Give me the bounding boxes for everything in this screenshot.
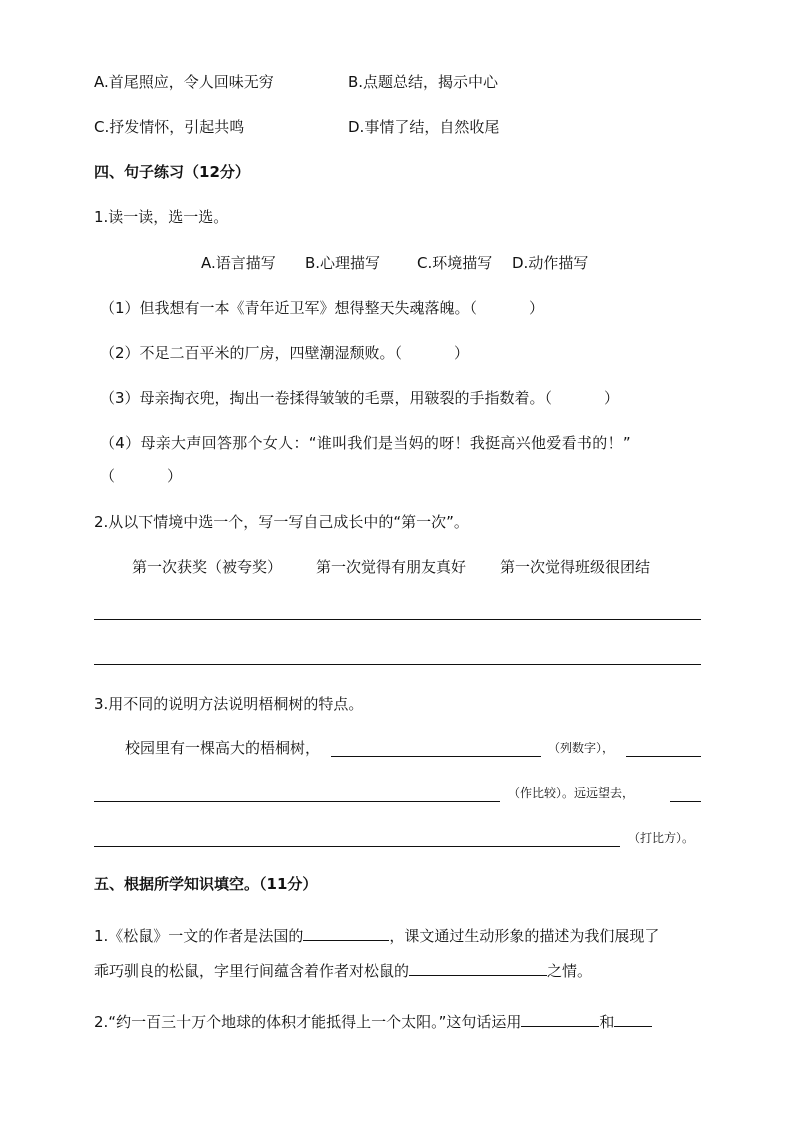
blank-numbers-cont[interactable] (626, 756, 701, 757)
q1-option-d: D.动作描写 (512, 254, 589, 272)
section4-title: 四、句子练习（12分） (94, 163, 250, 181)
s5-q1-text-d: 之情。 (547, 962, 593, 980)
q3-prompt: 3.用不同的说明方法说明梧桐树的特点。 (94, 695, 364, 713)
blank-comparison[interactable] (94, 801, 500, 802)
q1-item-3-paren: ） (604, 389, 620, 407)
q1-item-1-paren: ） (529, 299, 545, 317)
s5-q1-line1 (94, 924, 659, 946)
s5-q2-text-b: 和 (599, 1013, 615, 1031)
choice-c: C.抒发情怀，引起共鸣 (94, 118, 245, 136)
q2-prompt: 2.从以下情境中选一个，写一写自己成长中的“第一次”。 (94, 513, 469, 531)
q1-item-3 (100, 388, 619, 408)
q1-item-4-close: ） (167, 467, 183, 485)
blank-author[interactable] (303, 924, 389, 941)
q1-option-a: A.语言描写 (201, 254, 276, 272)
q2-option-1: 第一次获奖（被夸奖） (132, 558, 283, 576)
q1-item-2-paren: ） (454, 344, 470, 362)
q1-item-2 (100, 343, 469, 363)
blank-comparison-cont[interactable] (670, 801, 701, 802)
s5-q1-line2 (94, 959, 592, 981)
q1-item-1-text: （1）但我想有一本《青年近卫军》想得整天失魂落魄。（ (100, 299, 478, 317)
q1-item-4-open: （ (100, 467, 116, 485)
q3-hint-compare: （作比较）。远远望去， (508, 786, 635, 800)
q2-option-3: 第一次觉得班级很团结 (500, 558, 651, 576)
q1-item-4-parens (100, 466, 182, 486)
q1-prompt: 1.读一读，选一选。 (94, 208, 229, 226)
s5-q2-line1 (94, 1010, 652, 1032)
q3-hint-metaphor: （打比方）。 (628, 831, 695, 845)
s5-q2-text-a: 2.“约一百三十万个地球的体积才能抵得上一个太阳。”这句话运用 (94, 1013, 522, 1031)
blank-method-1[interactable] (521, 1010, 599, 1027)
blank-feeling[interactable] (409, 959, 547, 976)
section5-title: 五、根据所学知识填空。（11分） (94, 875, 318, 893)
choice-b: B.点题总结，揭示中心 (348, 73, 499, 91)
blank-numbers[interactable] (331, 756, 541, 757)
answer-line-1[interactable] (94, 619, 701, 620)
q1-item-2-text: （2）不足二百平米的厂房，四壁潮湿颓败。（ (100, 344, 403, 362)
choice-a: A.首尾照应，令人回味无穷 (94, 73, 274, 91)
choice-d: D.事情了结，自然收尾 (348, 118, 500, 136)
s5-q1-text-c: 乖巧驯良的松鼠，字里行间蕴含着作者对松鼠的 (94, 962, 410, 980)
answer-line-2[interactable] (94, 664, 701, 665)
q1-item-1 (100, 298, 544, 318)
q1-item-3-text: （3）母亲掏衣兜，掏出一卷揉得皱皱的毛票，用皲裂的手指数着。（ (100, 389, 553, 407)
blank-method-2[interactable] (614, 1010, 652, 1027)
s5-q1-text-a: 1.《松鼠》一文的作者是法国的 (94, 927, 304, 945)
q3-lead: 校园里有一棵高大的梧桐树， (125, 739, 321, 757)
q1-item-4: （4）母亲大声回答那个女人：“谁叫我们是当妈的呀！我挺高兴他爱看书的！” (100, 434, 631, 452)
s5-q1-text-b: ，课文通过生动形象的描述为我们展现了 (389, 927, 660, 945)
q2-option-2: 第一次觉得有朋友真好 (316, 558, 467, 576)
q1-option-b: B.心理描写 (305, 254, 381, 272)
q3-hint-numbers: （列数字）， (548, 741, 615, 755)
q1-option-c: C.环境描写 (417, 254, 493, 272)
blank-metaphor[interactable] (94, 846, 620, 847)
